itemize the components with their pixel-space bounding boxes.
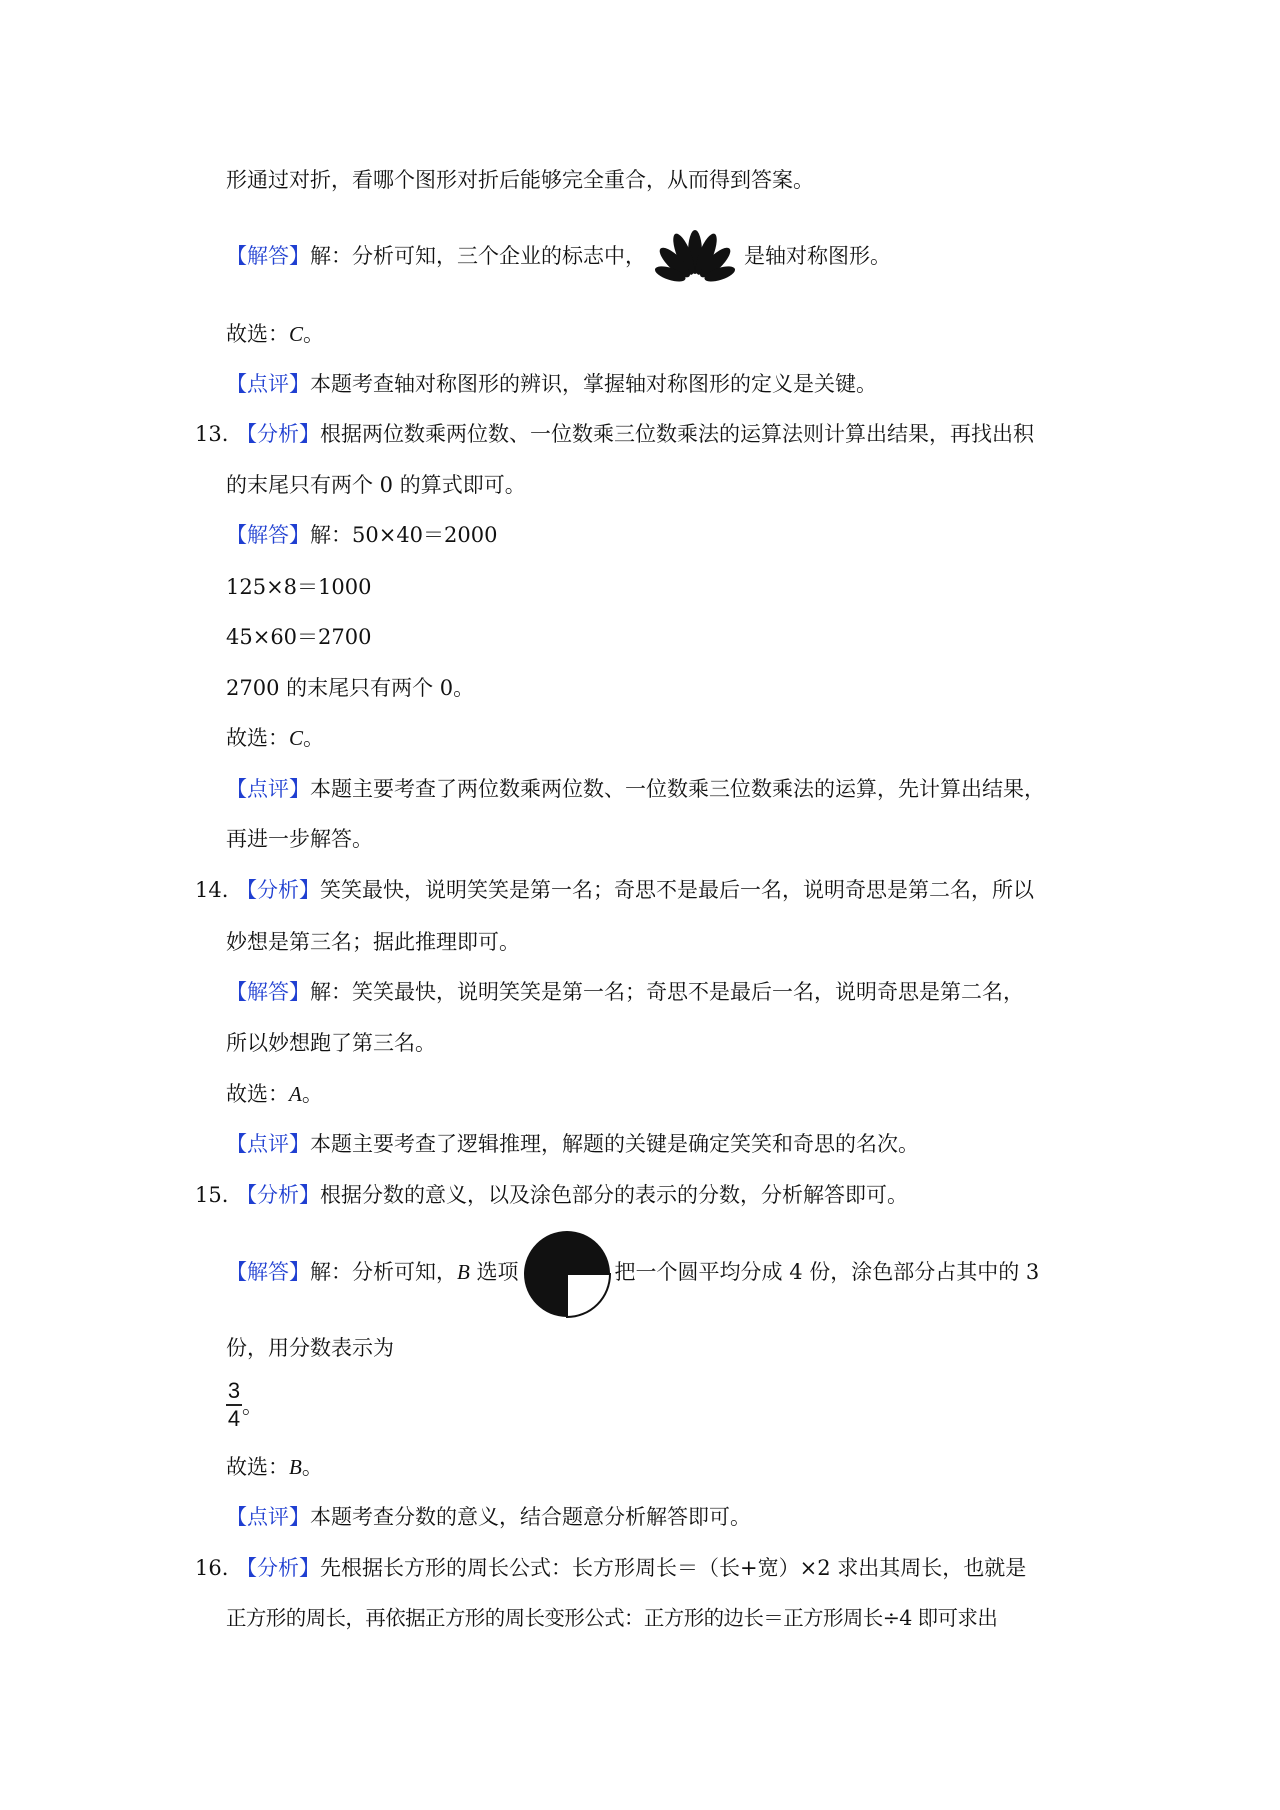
analysis-line bbox=[236, 1553, 1026, 1583]
analysis-line bbox=[236, 1180, 908, 1210]
text: 根据两位数乘两位数、一位数乘三位数乘法的运算法则计算出结果，再找出积 bbox=[320, 422, 1034, 446]
analysis-line bbox=[236, 419, 1034, 449]
text: 。 bbox=[303, 726, 325, 750]
tag-jieda: 【解答】 bbox=[226, 1260, 310, 1284]
answer-line bbox=[226, 220, 891, 292]
huawei-logo-image bbox=[652, 222, 738, 294]
text-line: 形通过对折，看哪个图形对折后能够完全重合，从而得到答案。 bbox=[226, 168, 814, 192]
answer-line bbox=[226, 977, 1024, 1007]
text: 本题主要考查了两位数乘两位数、一位数乘三位数乘法的运算，先计算出结果， bbox=[310, 777, 1045, 801]
text: 解：50×40＝2000 bbox=[310, 523, 498, 547]
circle-fraction-image bbox=[521, 1228, 613, 1320]
text: 本题考查轴对称图形的辨识，掌握轴对称图形的定义是关键。 bbox=[310, 372, 877, 396]
text-line: 125×8＝1000 bbox=[226, 575, 372, 599]
text-line: 所以妙想跑了第三名。 bbox=[226, 1031, 436, 1055]
text: 解：分析可知， bbox=[310, 1260, 457, 1284]
fraction-numerator: 3 bbox=[227, 1378, 241, 1403]
question-number: 14. bbox=[195, 878, 229, 902]
text: 。 bbox=[301, 1082, 323, 1106]
tag-fenxi: 【分析】 bbox=[236, 1183, 320, 1207]
option-letter: B bbox=[457, 1260, 470, 1284]
text: 。 bbox=[301, 1455, 323, 1479]
answer-letter: C bbox=[289, 726, 304, 750]
tag-dianping: 【点评】 bbox=[226, 777, 310, 801]
tag-jieda: 【解答】 bbox=[226, 980, 310, 1004]
text: 先根据长方形的周长公式：长方形周长＝（长+宽）×2 求出其周长，也就是 bbox=[320, 1556, 1027, 1580]
answer-letter: C bbox=[289, 322, 304, 346]
text-line: 再进一步解答。 bbox=[226, 827, 373, 851]
tag-fenxi: 【分析】 bbox=[236, 422, 320, 446]
text: 根据分数的意义，以及涂色部分的表示的分数，分析解答即可。 bbox=[320, 1183, 908, 1207]
text: 故选： bbox=[226, 1082, 289, 1106]
comment-line bbox=[226, 774, 1045, 804]
comment-line bbox=[226, 1502, 751, 1532]
analysis-line bbox=[236, 875, 1034, 905]
choice-line bbox=[226, 1079, 323, 1109]
text: 解：笑笑最快，说明笑笑是第一名；奇思不是最后一名，说明奇思是第二名， bbox=[310, 980, 1024, 1004]
answer-letter: B bbox=[289, 1455, 302, 1479]
answer-line bbox=[226, 520, 497, 550]
tag-dianping: 【点评】 bbox=[226, 1505, 310, 1529]
text-line: 2700 的末尾只有两个 0。 bbox=[226, 676, 475, 700]
text-line: 的末尾只有两个 0 的算式即可。 bbox=[226, 473, 526, 497]
question-number: 16. bbox=[195, 1556, 229, 1580]
text-line: 正方形的周长，再依据正方形的周长变形公式：正方形的边长＝正方形周长÷4 即可求出 bbox=[226, 1606, 998, 1630]
text: 本题主要考查了逻辑推理，解题的关键是确定笑笑和奇思的名次。 bbox=[310, 1132, 919, 1156]
fraction bbox=[226, 1378, 263, 1432]
text: 本题考查分数的意义，结合题意分析解答即可。 bbox=[310, 1505, 751, 1529]
choice-line bbox=[226, 319, 324, 349]
tag-dianping: 【点评】 bbox=[226, 1132, 310, 1156]
tag-dianping: 【点评】 bbox=[226, 372, 310, 396]
answer-line bbox=[226, 1224, 1039, 1320]
text: 把一个圆平均分成 4 份，涂色部分占其中的 3 bbox=[614, 1260, 1040, 1284]
text-line: 份，用分数表示为 bbox=[226, 1336, 394, 1360]
text: 笑笑最快，说明笑笑是第一名；奇思不是最后一名，说明奇思是第二名，所以 bbox=[320, 878, 1034, 902]
question-number: 13. bbox=[195, 422, 229, 446]
comment-line bbox=[226, 1129, 919, 1159]
question-number: 15. bbox=[195, 1183, 229, 1207]
text: 是轴对称图形。 bbox=[744, 244, 891, 268]
tag-jieda: 【解答】 bbox=[226, 244, 310, 268]
text-line: 妙想是第三名；据此推理即可。 bbox=[226, 930, 520, 954]
fraction-denominator: 4 bbox=[227, 1406, 241, 1431]
comment-line bbox=[226, 369, 877, 399]
choice-line bbox=[226, 723, 324, 753]
choice-line bbox=[226, 1452, 323, 1482]
text: 选项 bbox=[469, 1260, 519, 1284]
answer-letter: A bbox=[289, 1082, 302, 1106]
text-line: 45×60＝2700 bbox=[226, 625, 372, 649]
text: 故选： bbox=[226, 1455, 289, 1479]
text: 解：分析可知，三个企业的标志中， bbox=[310, 244, 646, 268]
text: 故选： bbox=[226, 322, 289, 346]
tag-fenxi: 【分析】 bbox=[236, 878, 320, 902]
text: 。 bbox=[303, 322, 325, 346]
tag-jieda: 【解答】 bbox=[226, 523, 310, 547]
tag-fenxi: 【分析】 bbox=[236, 1556, 320, 1580]
text: 故选： bbox=[226, 726, 289, 750]
text: 。 bbox=[242, 1394, 263, 1418]
